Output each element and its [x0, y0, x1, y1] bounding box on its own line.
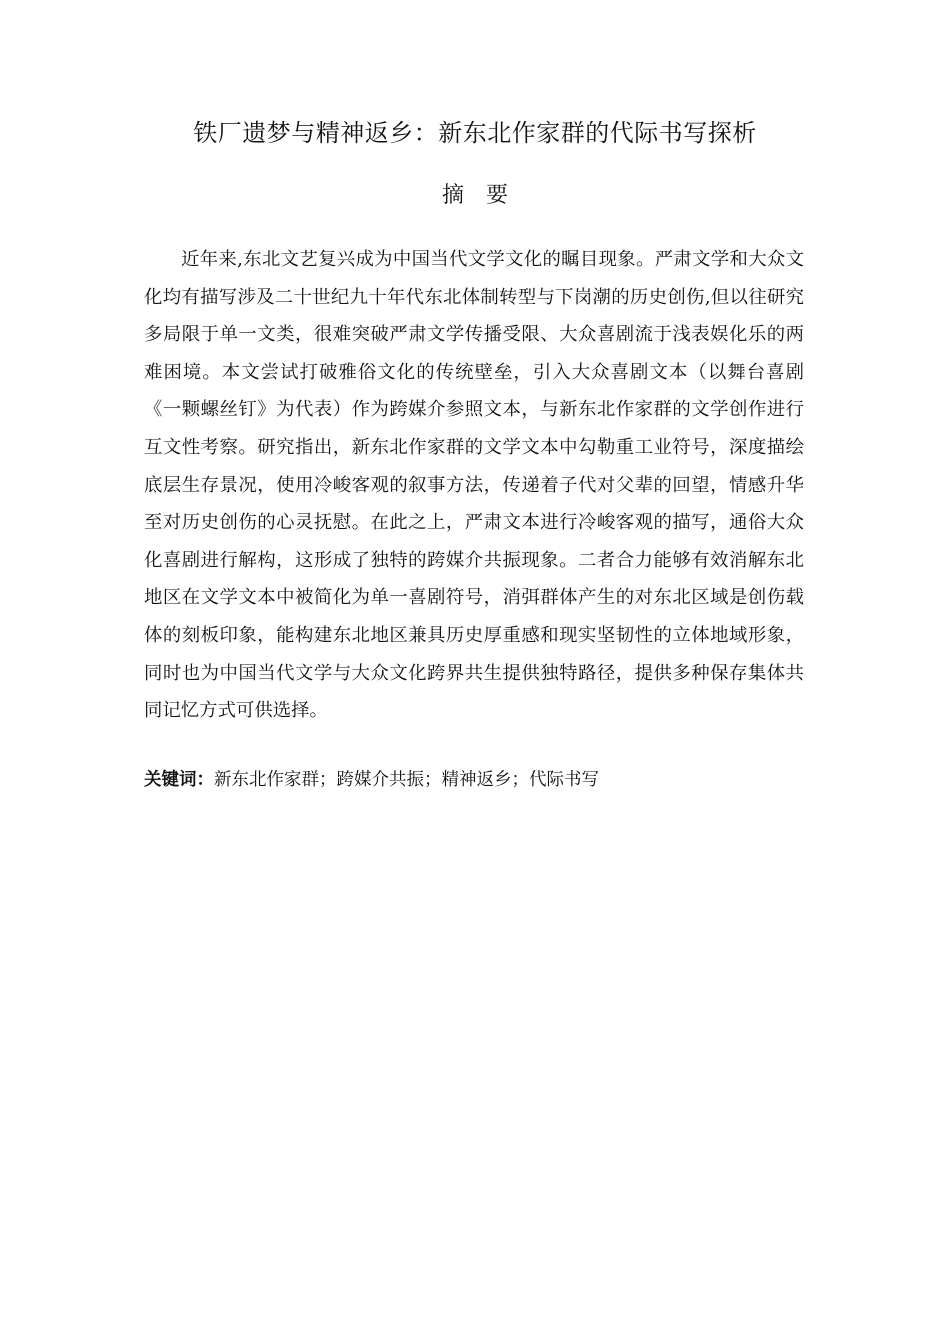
paper-title: 铁厂遗梦与精神返乡：新东北作家群的代际书写探析	[193, 119, 757, 147]
keywords-line	[144, 766, 804, 794]
keywords-value: 新东北作家群；跨媒介共振；精神返乡；代际书写	[214, 770, 599, 790]
abstract-heading: 摘 要	[441, 183, 508, 208]
abstract-paragraph: 近年来,东北文艺复兴成为中国当代文学文化的瞩目现象。严肃文学和大众文化均有描写涉及二十世纪九十年代东北体制转型与下岗潮的历史创伤,但以往研究多局限于单一文类，很难突破严肃文学传播受限、大众喜剧流于浅表娱化乐的两难困境。本文尝试打破雅俗文化的传统壁垒，引入大众喜剧文本（以舞台喜剧《一颗螺丝钉》为代表）作为跨媒介参照文本，与新东北作家群的文学创作进行互文性考察。研究指出，新东北作家群的文学文本中勾勒重工业符号，深度描绘底层生存景况，使用冷峻客观的叙事方法，传递着子代对父辈的回望，情感升华至对历史创伤的心灵抚慰。在此之上，严肃文本进行冷峻客观的描写，通俗大众化喜剧进行解构，这形成了独特的跨媒介共振现象。二者合力能够有效消解东北地区在文学文本中被简化为单一喜剧符号，消弭群体产生的对东北区域是创伤载体的刻板印象，能构建东北地区兼具历史厚重感和现实坚韧性的立体地域形象，同时也为中国当代文学与大众文化跨界共生提供独特路径，提供多种保存集体共同记忆方式可供选择。	[144, 249, 804, 722]
keywords-label: 关键词：	[144, 770, 214, 790]
